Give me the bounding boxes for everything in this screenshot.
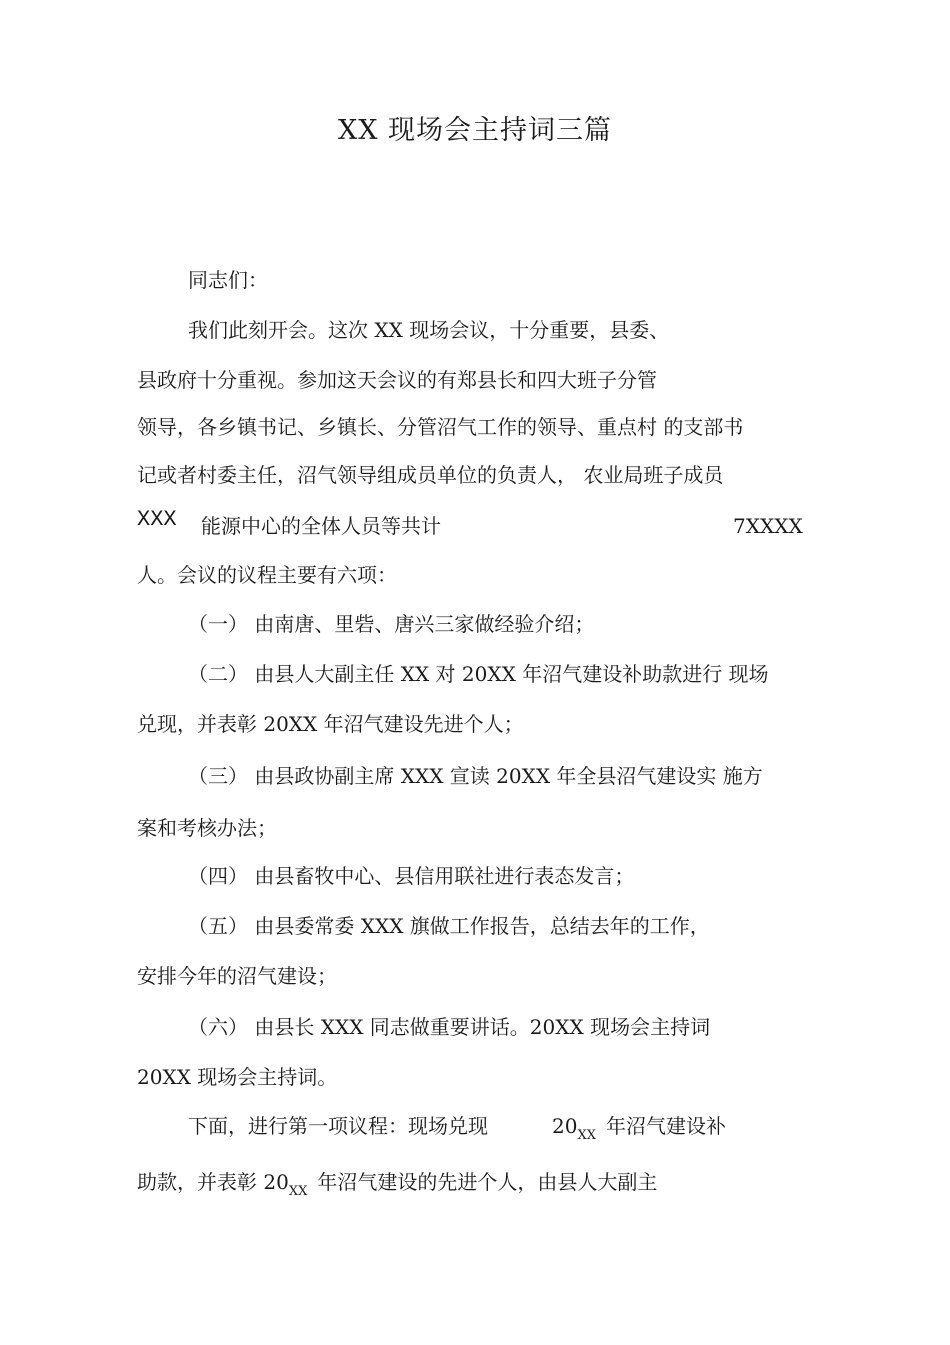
- agenda-item-3: （三） 由县政协副主席 XXX 宣读 20XX 年全县沼气建设实 施方: [188, 764, 763, 788]
- agenda-item-4: （四） 由县畜牧中心、县信用联社进行表态发言；: [188, 864, 635, 888]
- paragraph-line: 领导，各乡镇书记、乡镇长、分管沼气工作的领导、重点村 的支部书: [137, 415, 744, 439]
- salutation: 同志们：: [188, 268, 268, 292]
- paragraph-text: 下面，进行第一项议程：现场兑现: [188, 1114, 488, 1138]
- paragraph-line: [137, 1168, 657, 1206]
- paragraph-line: 人。会议的议程主要有六项：: [137, 563, 397, 587]
- paragraph-line: 记或者村委主任，沼气领导组成员单位的负责人， 农业局班子成员: [137, 463, 724, 487]
- agenda-item-6-cont: 20XX 现场会主持词。: [137, 1065, 338, 1089]
- agenda-item-1: （一） 由南唐、里砦、唐兴三家做经验介绍；: [188, 612, 595, 636]
- document-title: XX 现场会主持词三篇: [337, 115, 613, 146]
- paragraph-line: 县政府十分重视。参加这天会议的有郑县长和四大班子分管: [137, 368, 657, 392]
- paragraph-text: 年沼气建设的先进个人，由县人大副主: [317, 1170, 658, 1194]
- year-subscript: XX: [577, 1128, 596, 1143]
- year-subscript: XX: [288, 1184, 308, 1199]
- paragraph-line: 我们此刻开会。这次 XX 现场会议，十分重要，县委、: [188, 318, 670, 342]
- paragraph-line-middle: 能源中心的全体人员等共计: [201, 514, 441, 538]
- paragraph-line: [188, 1112, 726, 1150]
- year-prefix: 20: [552, 1114, 578, 1138]
- paragraph-text: 年沼气建设补: [605, 1114, 726, 1138]
- agenda-item-5: （五） 由县委常委 XXX 旗做工作报告，总结去年的工作，: [188, 914, 710, 938]
- agenda-item-5-cont: 安排今年的沼气建设；: [137, 964, 337, 988]
- agenda-item-2: （二） 由县人大副主任 XX 对 20XX 年沼气建设补助款进行 现场: [188, 662, 769, 686]
- agenda-item-3-cont: 案和考核办法；: [137, 816, 277, 840]
- paragraph-line-end: 7XXXX: [733, 514, 803, 538]
- agenda-item-6: （六） 由县长 XXX 同志做重要讲话。20XX 现场会主持词: [188, 1015, 711, 1039]
- paragraph-text: 助款，并表彰 20: [137, 1170, 289, 1194]
- agenda-item-2-cont: 兑现，并表彰 20XX 年沼气建设先进个人；: [137, 712, 524, 736]
- paragraph-line-start: XXX: [137, 507, 177, 532]
